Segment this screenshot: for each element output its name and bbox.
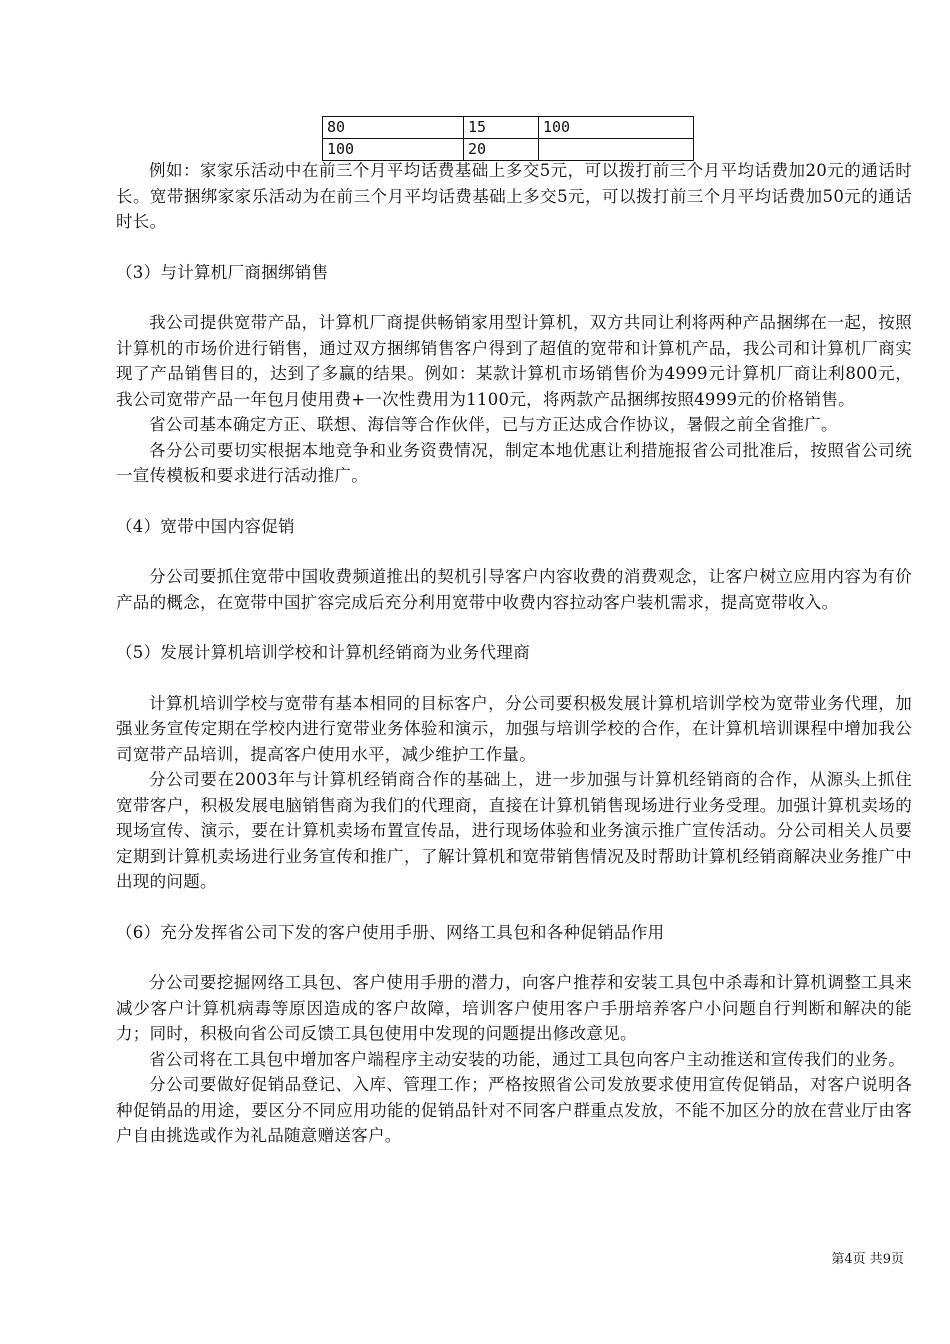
table-cell: 100 <box>323 139 464 161</box>
page-number: 第4页 共9页 <box>831 1252 904 1267</box>
section-heading-4: （4）宽带中国内容促销 <box>116 516 295 536</box>
table-cell: 100 <box>539 117 694 139</box>
paragraph-dealers: 分公司要在2003年与计算机经销商合作的基础上，进一步加强与计算机经销商的合作，从源头上抓住宽带客户，积极发展电脑销售商为我们的代理商，直接在计算机销售现场进行业务受理。加强计算机卖场的现场宣传、演示，要在计算机卖场布置宣传品，进行现场体验和业务演示推广宣传活动。分公司相关人员要定期到计算机卖场进行业务宣传和推广，了解计算机和宽带销售情况及时帮助计算机经销商解决业务推广中出现的问题。 <box>116 770 912 891</box>
paragraph-toolkit-install: 省公司将在工具包中增加客户端程序主动安装的功能，通过工具包向客户主动推送和宣传我们的业务。 <box>149 1049 905 1069</box>
table-cell: 15 <box>464 117 539 139</box>
section-heading-5: （5）发展计算机培训学校和计算机经销商为业务代理商 <box>116 643 530 662</box>
table-cell: 20 <box>464 139 539 161</box>
table-row <box>323 117 694 139</box>
section-heading-6: （6）充分发挥省公司下发的客户使用手册、网络工具包和各种促销品作用 <box>116 922 665 942</box>
paragraph-partners: 省公司基本确定方正、联想、海信等合作伙伴，已与方正达成合作协议，暑假之前全省推广。 <box>149 415 838 434</box>
section-heading-3: （3）与计算机厂商捆绑销售 <box>116 262 329 282</box>
paragraph-training-schools: 计算机培训学校与宽带有基本相同的目标客户，分公司要积极发展计算机培训学校为宽带业务代理，加强业务宣传定期在学校内进行宽带业务体验和演示，加强与培训学校的合作，在计算机培训课程中增加我公司宽带产品培训，提高客户使用水平，减少维护工作量。 <box>116 693 912 764</box>
fee-table <box>322 116 694 161</box>
table-cell: 80 <box>323 117 464 139</box>
document-body <box>116 158 912 1149</box>
paragraph-promo-items: 分公司要做好促销品登记、入库、管理工作；严格按照省公司发放要求使用宣传促销品，对客户说明各种促销品的用途，要区分不同应用功能的促销品针对不同客户群重点发放，不能不加区分的放在营业厅由客户自由挑选或作为礼品随意赠送客户。 <box>116 1075 912 1145</box>
paragraph-bundle-sales: 我公司提供宽带产品，计算机厂商提供畅销家用型计算机，双方共同让利将两种产品捆绑在一起，按照计算机的市场价进行销售，通过双方捆绑销售客户得到了超值的宽带和计算机产品，我公司和计算机厂商实现了产品销售目的，达到了多赢的结果。例如：某款计算机市场销售价为4999元计算机厂商让利800元，我公司宽带产品一年包月使用费+一次性费用为1100元，将两款产品捆绑按照4999元的价格销售。 <box>116 313 912 409</box>
paragraph-branch-promotion: 各分公司要切实根据本地竞争和业务资费情况，制定本地优惠让利措施报省公司批准后，按照省公司统一宣传模板和要求进行活动推广。 <box>116 440 912 485</box>
paragraph-example: 例如：家家乐活动中在前三个月平均话费基础上多交5元，可以拨打前三个月平均话费加20元的通话时长。宽带捆绑家家乐活动为在前三个月平均话费基础上多交5元，可以拨打前三个月平均话费加50元的通话时长。 <box>116 161 912 231</box>
paragraph-content-promotion: 分公司要抓住宽带中国收费频道推出的契机引导客户内容收费的消费观念，让客户树立应用内容为有价产品的概念，在宽带中国扩容完成后充分利用宽带中收费内容拉动客户装机需求，提高宽带收入。 <box>116 567 912 612</box>
paragraph-toolkit: 分公司要挖掘网络工具包、客户使用手册的潜力，向客户推荐和安装工具包中杀毒和计算机调整工具来减少客户计算机病毒等原因造成的客户故障，培训客户使用客户手册培养客户小问题自行判断和解决的能力；同时，积极向省公司反馈工具包使用中发现的问题提出修改意见。 <box>116 973 912 1043</box>
